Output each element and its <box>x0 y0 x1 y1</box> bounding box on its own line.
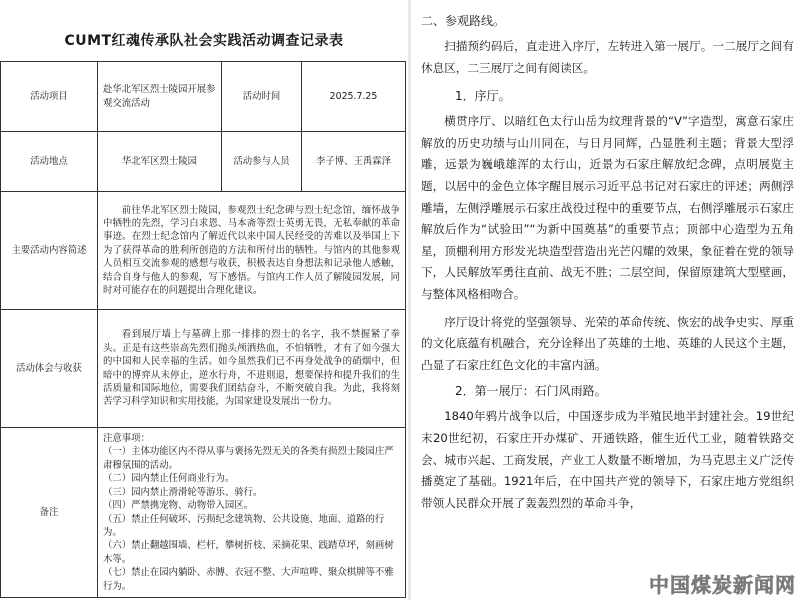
content-label: 主要活动内容简述 <box>1 192 98 310</box>
remarks-label: 备注 <box>1 428 98 598</box>
location-label: 活动地点 <box>1 132 98 192</box>
time-label: 活动时间 <box>222 62 302 132</box>
table-row <box>1 62 406 132</box>
note-item: （六）禁止翻越围墙、栏杆，攀树折枝、采摘花果、践踏草坪，刻画树木等。 <box>103 540 394 565</box>
location-value: 华北军区烈士陵园 <box>98 132 222 192</box>
participants-value: 李子博、王禹霖泽 <box>302 132 406 192</box>
table-row <box>1 310 406 428</box>
section-title: 二、参观路线。 <box>421 14 506 28</box>
record-table <box>0 61 406 598</box>
note-item: （二）园内禁止任何商业行为。 <box>103 473 235 485</box>
note-item: （七）禁止在园内躺卧、赤膊、衣冠不整、大声喧哗、聚众棋牌等不雅行为。 <box>103 567 394 592</box>
paragraph-prelude-summary: 序厅设计将党的坚强领导、光荣的革命传统、恢宏的战争史实、厚重的文化底蕴有机融合，充分诠释出了英雄的土地、英雄的人民这个主题，凸显了石家庄红色文化的丰富内涵。 <box>421 314 794 372</box>
project-value: 赴华北军区烈士陵园开展参观交流活动 <box>98 62 222 132</box>
intro-paragraph: 扫描预约码后，直走进入序厅，左转进入第一展厅。一二展厅之间有休息区，二三展厅之间有阅读区。 <box>421 39 794 75</box>
notes-title: 注意事项： <box>103 433 150 445</box>
note-item: （一）主体功能区内不得从事与褒扬先烈无关的各类有损烈士陵园庄严肃穆氛围的活动。 <box>103 446 394 471</box>
subsection-title-1: 1．序厅。 <box>455 89 511 104</box>
note-item: （五）禁止任何破坏、污损纪念建筑物、公共设施、地面、道路的行为。 <box>103 513 385 538</box>
time-value: 2025.7.25 <box>302 62 406 132</box>
table-row <box>1 428 406 598</box>
subsection-title-2: 2．第一展厅：石门风雨路。 <box>455 384 607 399</box>
paragraph-first-hall: 1840年鸦片战争以后，中国逐步成为半殖民地半封建社会。19世纪末20世纪初，石家庄开办煤矿、开通铁路，催生近代工业，随着铁路交会、城市兴起、工商发展，产业工人数量不断增加，为马克思主义广泛传播奠定了基础。1921年后，在中国共产党的领导下，石家庄地方党组织带领人民群众开展了轰轰烈烈的革命斗争， <box>421 409 794 510</box>
feeling-text: 看到展厅墙上与墓碑上那一排排的烈士的名字，我不禁握紧了拳头。正是有这些崇高先烈们抛头颅洒热血，不怕牺牲，才有了如今强大的中国和人民幸福的生活。如今虽然我们已不再身处战争的硝烟中，但暗中的博弈从未停止，逆水行舟，不进则退，想要保持和提升我们的生活质量和国际地位，需要我们团结奋斗，不断突破自我。为此，我将刻苦学习科学知识和实用技能，为国家建设发展出一份力。 <box>98 310 406 428</box>
table-row <box>1 132 406 192</box>
paragraph-prelude-hall: 横贯序厅、以暗红色太行山岳为纹理背景的“V”字造型，寓意石家庄解放的历史功绩与山川同在，与日月同辉，凸显胜利主题；背景大型浮雕，远景为巍峨雄浑的太行山，近景为石家庄解放纪念碑，点明展览主题，以居中的金色立体字醒目展示习近平总书记对石家庄的评述；两侧浮雕墙，左侧浮雕展示石家庄战役过程中的重要节点，右侧浮雕展示石家庄解放后作为“试验田”“为新中国奠基”的重要节点；顶部中心造型为五角星，顶棚利用方形发光块造型营造出光芒闪耀的效果，象征着在党的领导下，人民解放军勇往直前、战无不胜；二层空间，保留原建筑大型壁画，与整体风格相吻合。 <box>421 114 794 301</box>
watermark-logo: 中国煤炭新闻网 <box>649 573 796 597</box>
content-text: 前往华北军区烈士陵园，参观烈士纪念碑与烈士纪念馆，缅怀战争中牺牲的先烈，学习白求恩、马本斋等烈士英勇无畏，无私奉献的革命事迹。在烈士纪念馆内了解近代以来中国人民经受的苦难以及举国上下为了获得革命的胜利所创造的方法和所付出的牺牲。与馆内的其他参观人员相互交流参观的感想与收获，积极表达自身想法和记录他人感触，结合自身与他人的参观，写下感悟。与馆内工作人员了解陵园发展，同时对可能存在的问题提出合理化建议。 <box>98 192 406 310</box>
notes-cell <box>98 428 406 598</box>
participants-label: 活动参与人员 <box>222 132 302 192</box>
note-item: （三）园内禁止滑滑轮等游乐、骑行。 <box>103 486 263 498</box>
feeling-label: 活动体会与收获 <box>1 310 98 428</box>
table-row <box>1 192 406 310</box>
note-item: （四）严禁携宠物、动物带入园区。 <box>103 500 254 512</box>
document-title: CUMT红魂传承队社会实践活动调查记录表 <box>64 33 344 49</box>
right-document-page <box>411 0 800 600</box>
project-label: 活动项目 <box>1 62 98 132</box>
